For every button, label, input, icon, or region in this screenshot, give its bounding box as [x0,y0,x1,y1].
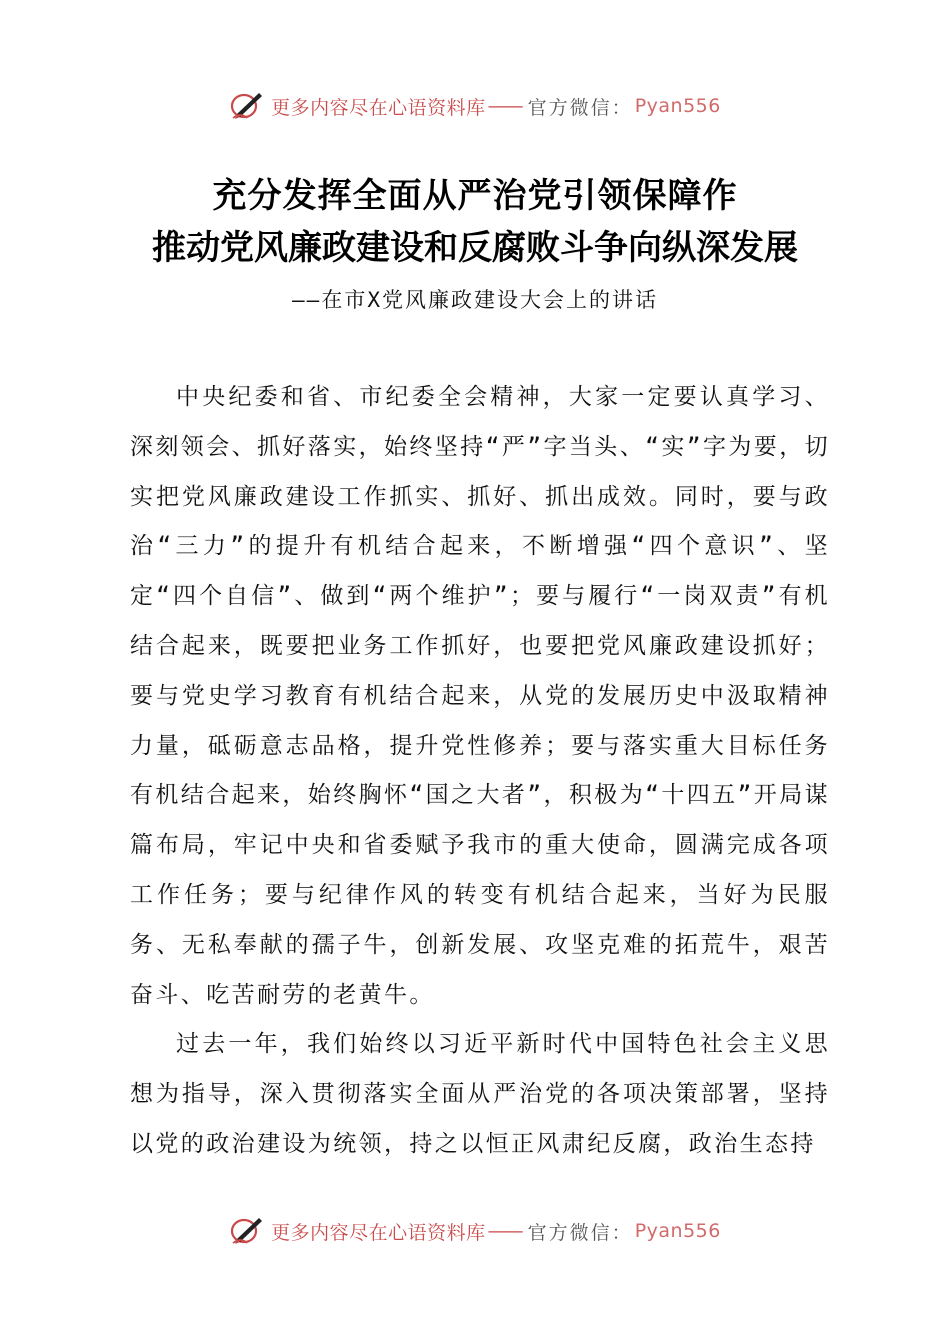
document-title-line-2: 推动党风廉政建设和反腐败斗争向纵深发展 [152,228,798,268]
watermark-separator: —— [487,95,522,117]
paragraph-2: 过去一年，我们始终以习近平新时代中国特色社会主义思想为指导，深入贯彻落实全面从严治党的各项决策部署，坚持以党的政治建设为统领，持之以恒正风肃纪反腐，政治生态持 [130,1031,830,1157]
document-title-line-1: 充分发挥全面从严治党引领保障作 [212,176,738,216]
header-watermark [0,86,950,126]
watermark-wechat-id: Pyan556 [634,1220,721,1242]
document-subtitle: ——在市X党风廉政建设大会上的讲话 [292,288,658,312]
pen-logo-icon [229,1213,267,1249]
pen-logo-icon [229,88,267,124]
watermark-brand: 更多内容尽在心语资料库 [271,96,486,119]
watermark-wechat-id: Pyan556 [634,95,721,117]
watermark-official-label: 官方微信： [527,96,633,119]
footer-watermark [0,1211,950,1251]
watermark-official-label: 官方微信： [527,1221,633,1244]
watermark-separator: —— [487,1220,522,1242]
watermark-brand: 更多内容尽在心语资料库 [271,1221,486,1244]
document-body [130,373,830,1170]
paragraph-1: 中央纪委和省、市纪委全会精神，大家一定要认真学习、深刻领会、抓好落实，始终坚持“严”字当头、“实”字为要，切实把党风廉政建设工作抓实、抓好、抓出成效。同时，要与政治“三力”的提升有机结合起来，不断增强“四个意识”、坚定“四个自信”、做到“两个维护”；要与履行“一岗双责”有机结合起来，既要把业务工作抓好，也要把党风廉政建设抓好；要与党史学习教育有机结合起来，从党的发展历史中汲取精神力量，砥砺意志品格，提升党性修养；要与落实重大目标任务有机结合起来，始终胸怀“国之大者”，积极为“十四五”开局谋篇布局，牢记中央和省委赋予我市的重大使命，圆满完成各项工作任务；要与纪律作风的转变有机结合起来，当好为民服务、无私奉献的孺子牛，创新发展、攻坚克难的拓荒牛，艰苦奋斗、吃苦耐劳的老黄牛。 [130,384,830,1008]
